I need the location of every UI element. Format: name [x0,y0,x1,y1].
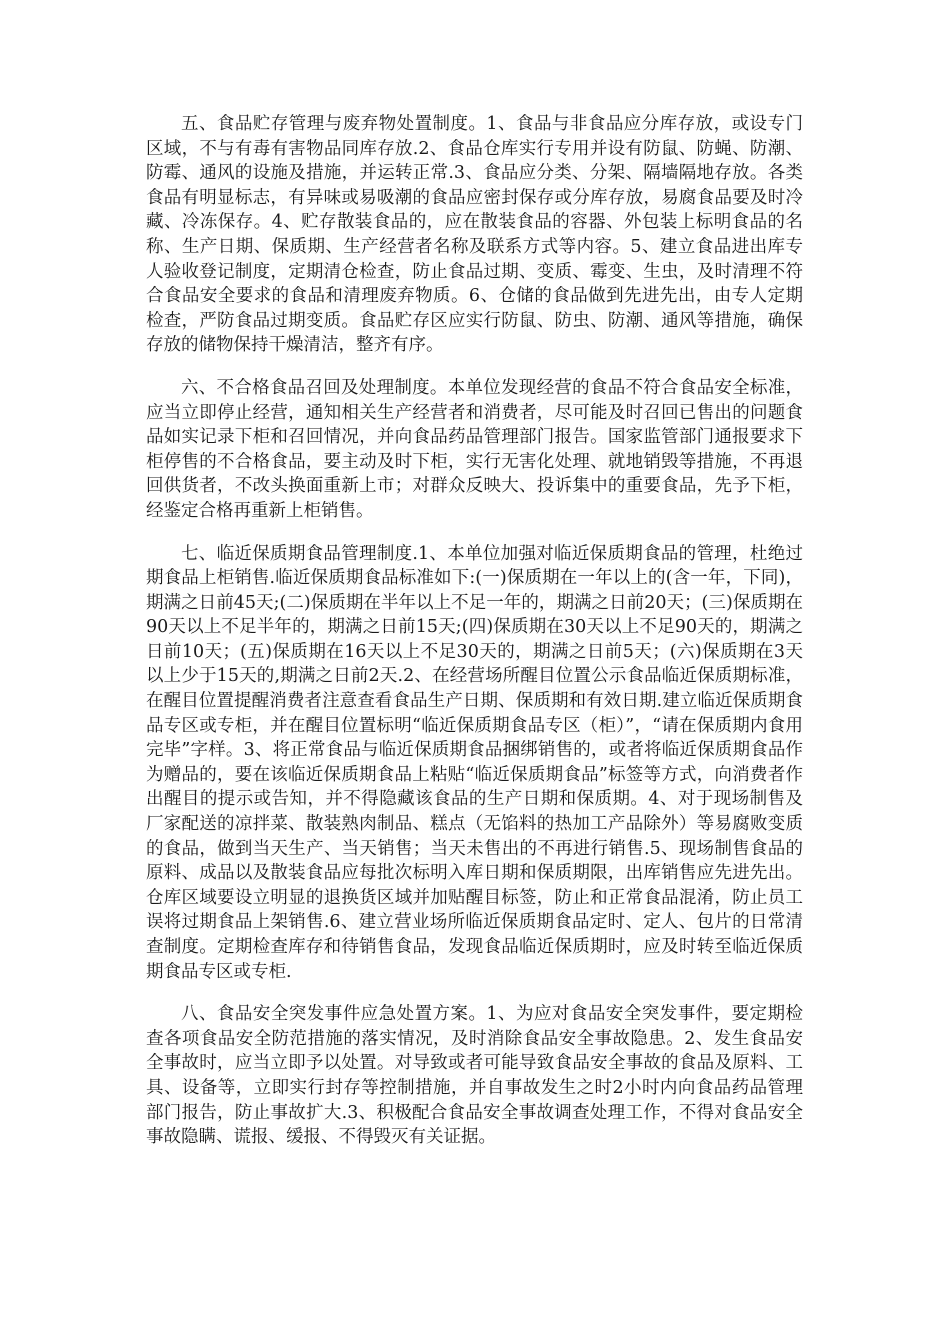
paragraph-nonconforming-recall: 六、不合格食品召回及处理制度。本单位发现经营的食品不符合食品安全标准，应当立即停止经营，通知相关生产经营者和消费者，尽可能及时召回已售出的问题食品如实记录下柜和召回情况，并向食品药品管理部门报告。国家监管部门通报要求下柜停售的不合格食品，要主动及时下柜，实行无害化处理、就地销毁等措施，不再退回供货者，不改头换面重新上市；对群众反映大、投诉集中的重要食品，先予下柜，经鉴定合格再重新上柜销售。 [146,377,803,521]
document-body [146,112,803,1168]
paragraph-food-storage: 五、食品贮存管理与废弃物处置制度。1、食品与非食品应分库存放，或设专门区域，不与有毒有害物品同库存放.2、食品仓库实行专用并设有防鼠、防蝇、防潮、防霉、通风的设施及措施，并运转正常.3、食品应分类、分架、隔墙隔地存放。各类食品有明显标志，有异味或易吸潮的食品应密封保存或分库存放，易腐食品要及时冷藏、冷冻保存。4、贮存散装食品的，应在散装食品的容器、外包装上标明食品的名称、生产日期、保质期、生产经营者名称及联系方式等内容。5、建立食品进出库专人验收登记制度，定期清仓检查，防止食品过期、变质、霉变、生虫，及时清理不符合食品安全要求的食品和清理废弃物质。6、仓储的食品做到先进先出，由专人定期检查，严防食品过期变质。食品贮存区应实行防鼠、防虫、防潮、通风等措施，确保存放的储物保持干燥清洁，整齐有序。 [146,114,803,356]
paragraph-emergency-response: 八、食品安全突发事件应急处置方案。1、为应对食品安全突发事件，要定期检查各项食品安全防范措施的落实情况，及时消除食品安全事故隐患。2、发生食品安全事故时，应当立即予以处置。对导致或者可能导致食品安全事故的食品及原料、工具、设备等，立即实行封存等控制措施，并自事故发生之时2小时内向食品药品管理部门报告，防止事故扩大.3、积极配合食品安全事故调查处理工作，不得对食品安全事故隐瞒、谎报、缓报、不得毁灭有关证据。 [146,1004,803,1148]
paragraph-near-expiry-management: 七、临近保质期食品管理制度.1、本单位加强对临近保质期食品的管理，杜绝过期食品上柜销售.临近保质期食品标准如下:(一)保质期在一年以上的(含一年，下同)，期满之日前45天;(二)保质期在半年以上不足一年的，期满之日前20天；(三)保质期在90天以上不足半年的，期满之日前15天;(四)保质期在30天以上不足90天的，期满之日前10天；(五)保质期在16天以上不足30天的，期满之日前5天；(六)保质期在3天以上少于15天的,期满之日前2天.2、在经营场所醒目位置公示食品临近保质期标准，在醒目位置提醒消费者注意查看食品生产日期、保质期和有效日期.建立临近保质期食品专区或专柜，并在醒目位置标明“临近保质期食品专区（柜）”，“请在保质期内食用完毕”字样。3、将正常食品与临近保质期食品捆绑销售的，或者将临近保质期食品作为赠品的，要在该临近保质期食品上粘贴“临近保质期食品”标签等方式，向消费者作出醒目的提示或告知，并不得隐藏该食品的生产日期和保质期。4、对于现场制售及厂家配送的凉拌菜、散装熟肉制品、糕点（无馅料的热加工产品除外）等易腐败变质的食品，做到当天生产、当天销售；当天未售出的不再进行销售.5、现场制售食品的原料、成品以及散装食品应每批次标明入库日期和保质期限，出库销售应先进先出。仓库区域要设立明显的退换货区域并加贴醒目标签，防止和正常食品混淆，防止员工误将过期食品上架销售.6、建立营业场所临近保质期食品定时、定人、包片的日常清查制度。定期检查库存和待销售食品，发现食品临近保质期时，应及时转至临近保质期食品专区或专柜. [146,543,803,982]
